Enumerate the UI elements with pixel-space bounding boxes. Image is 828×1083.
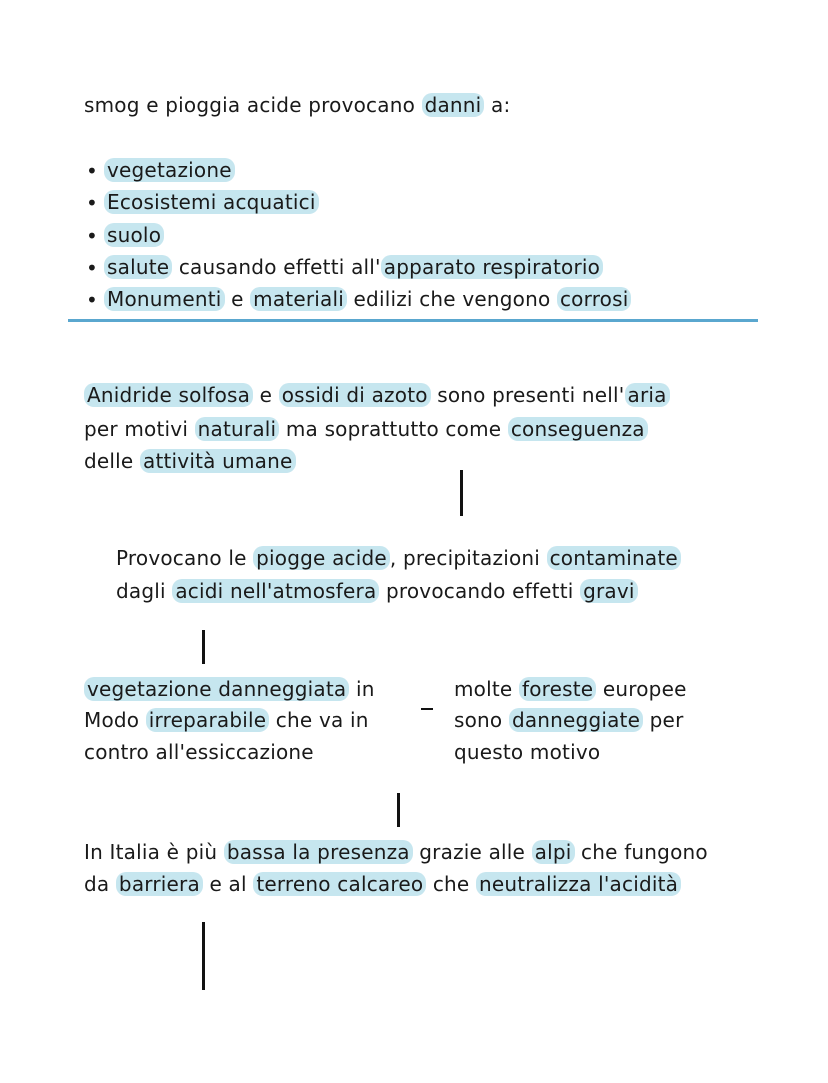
list-text: edilizi che vengono (346, 287, 557, 311)
text: in (349, 677, 375, 701)
text-line (84, 707, 369, 733)
text-line (116, 578, 638, 604)
text: europee (596, 677, 687, 701)
intro-text: smog e pioggia acide provocano (84, 93, 422, 117)
highlight: terreno calcareo (253, 872, 426, 896)
connector-line (397, 793, 400, 827)
text: e (253, 383, 279, 407)
list-item (104, 286, 631, 312)
text-line (84, 416, 648, 442)
text: per (643, 708, 684, 732)
text: per motivi (84, 417, 195, 441)
highlight: corrosi (557, 287, 632, 311)
highlight: attività umane (140, 449, 296, 473)
highlight: bassa la presenza (224, 840, 413, 864)
text-line (454, 707, 684, 733)
highlight: danni (422, 93, 485, 117)
highlight: vegetazione (104, 158, 235, 182)
list-item (104, 189, 319, 215)
text: sono presenti nell' (430, 383, 625, 407)
text-line (84, 676, 375, 702)
highlight: materiali (250, 287, 347, 311)
text: , precipitazioni (389, 546, 547, 570)
highlight: apparato respiratorio (381, 255, 603, 279)
bullet-dot: • (86, 256, 98, 280)
text: Provocano le (116, 546, 254, 570)
text: provocando effetti (379, 579, 581, 603)
highlight: conseguenza (508, 417, 648, 441)
section-divider (68, 319, 758, 322)
highlight: alpi (532, 840, 575, 864)
text: che va in (269, 708, 369, 732)
list-item (104, 222, 164, 248)
text-line (84, 871, 681, 897)
highlight: acidi nell'atmosfera (172, 579, 379, 603)
text: Modo (84, 708, 146, 732)
text-line (116, 545, 681, 571)
highlight: Anidride solfosa (84, 383, 253, 407)
highlight: ossidi di azoto (279, 383, 431, 407)
text: che (426, 872, 476, 896)
text-line (454, 739, 600, 765)
bullet-dot: • (86, 224, 98, 248)
list-text: causando effetti all' (172, 255, 381, 279)
highlight: contaminate (547, 546, 681, 570)
intro-line (84, 92, 510, 118)
highlight: neutralizza l'acidità (476, 872, 681, 896)
intro-text: a: (484, 93, 511, 117)
text-line (84, 448, 296, 474)
highlight: piogge acide (253, 546, 390, 570)
bullet-dot: • (86, 191, 98, 215)
highlight: barriera (116, 872, 203, 896)
highlight: suolo (104, 223, 164, 247)
text: contro all'essiccazione (84, 740, 314, 764)
list-item (104, 254, 603, 280)
connector-dash (421, 708, 433, 710)
text: In Italia è più (84, 840, 224, 864)
highlight: salute (104, 255, 172, 279)
highlight: vegetazione danneggiata (84, 677, 349, 701)
text-line (84, 839, 708, 865)
highlight: Monumenti (104, 287, 225, 311)
highlight: Ecosistemi acquatici (104, 190, 319, 214)
connector-line (460, 470, 463, 516)
bullet-dot: • (86, 288, 98, 312)
text: che fungono (574, 840, 708, 864)
text: dagli (116, 579, 173, 603)
text: delle (84, 449, 140, 473)
text: ma soprattutto come (279, 417, 508, 441)
text: questo motivo (454, 740, 601, 764)
text: grazie alle (412, 840, 532, 864)
list-item (104, 157, 235, 183)
bullet-dot: • (86, 159, 98, 183)
list-text: e (224, 287, 251, 311)
text-line (454, 676, 687, 702)
highlight: foreste (519, 677, 596, 701)
text: molte (454, 677, 519, 701)
text: e al (202, 872, 254, 896)
text: da (84, 872, 116, 896)
highlight: naturali (195, 417, 280, 441)
connector-line (202, 630, 205, 664)
connector-line (202, 922, 205, 990)
text: sono (454, 708, 509, 732)
highlight: danneggiate (509, 708, 643, 732)
highlight: aria (625, 383, 670, 407)
text-line (84, 382, 670, 408)
text-line (84, 739, 314, 765)
highlight: gravi (580, 579, 638, 603)
highlight: irreparabile (146, 708, 269, 732)
